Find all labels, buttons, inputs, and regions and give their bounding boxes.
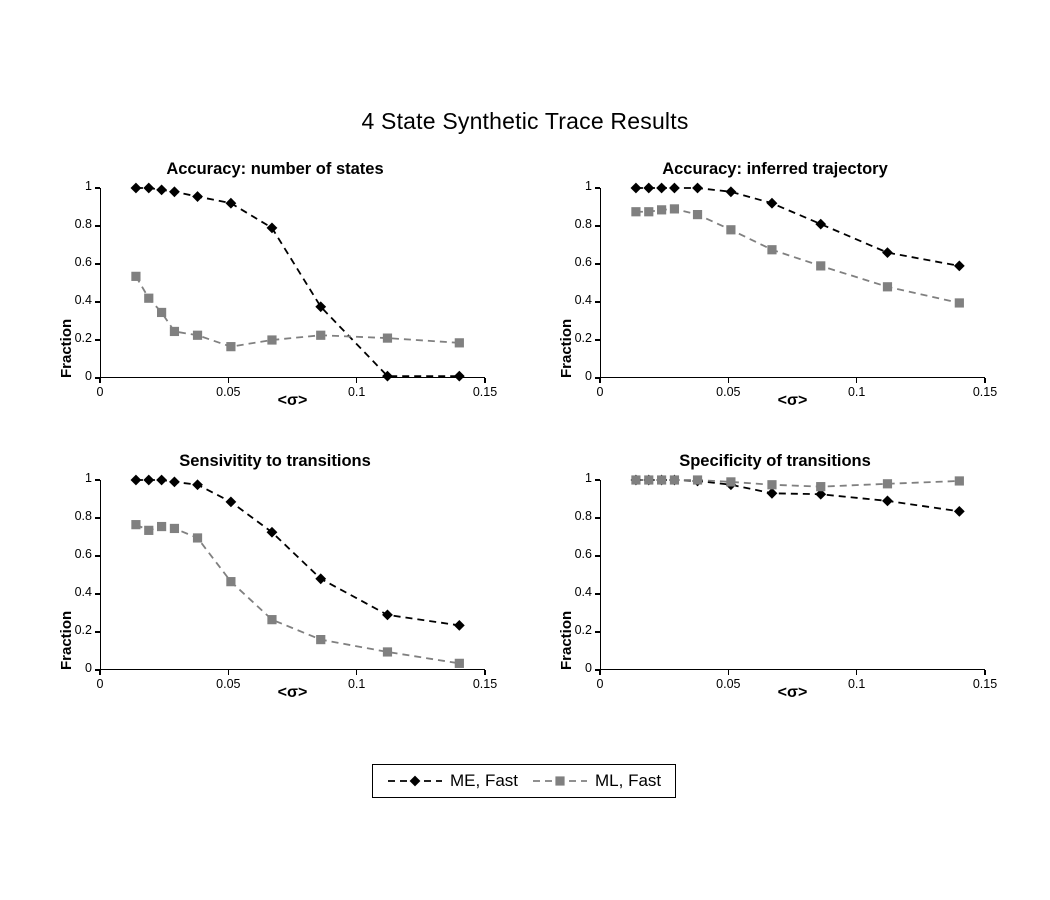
- data-point-marker: [410, 776, 421, 787]
- y-tick-label: 0.2: [74, 623, 92, 637]
- x-tick-label: 0.15: [972, 385, 998, 399]
- y-tick-label: 1: [585, 179, 592, 193]
- legend-label: ML, Fast: [595, 771, 662, 790]
- data-point-marker: [170, 327, 179, 336]
- data-point-marker: [631, 183, 642, 194]
- data-point-marker: [226, 198, 237, 209]
- data-point-marker: [267, 335, 276, 344]
- data-point-marker: [726, 477, 735, 486]
- data-point-marker: [693, 210, 702, 219]
- y-tick-label: 0.2: [574, 331, 592, 345]
- x-tick-label: 0.15: [472, 677, 498, 691]
- x-tick-label: 0.15: [472, 385, 498, 399]
- chart-panel-sensitivity-to-transitions: [40, 452, 510, 702]
- x-tick-label: 0.1: [847, 677, 866, 691]
- panel-title: Accuracy: number of states: [166, 160, 384, 178]
- data-point-marker: [767, 198, 778, 209]
- x-tick-label: 0.1: [347, 385, 366, 399]
- legend-label: ME, Fast: [450, 771, 519, 790]
- data-point-marker: [455, 338, 464, 347]
- chart-panel-specificity-of-transitions: [540, 452, 1010, 702]
- data-point-marker: [192, 479, 203, 490]
- data-point-marker: [767, 488, 778, 499]
- data-point-marker: [267, 223, 278, 234]
- y-tick-label: 0.6: [574, 255, 592, 269]
- x-tick-label: 0.1: [347, 677, 366, 691]
- data-point-marker: [131, 183, 142, 194]
- figure-title: 4 State Synthetic Trace Results: [361, 108, 689, 134]
- chart-panel-accuracy-number-of-states: [40, 160, 510, 410]
- x-axis-label: <σ>: [277, 392, 308, 409]
- data-point-marker: [156, 185, 167, 196]
- series-layer: [540, 452, 1010, 702]
- series-layer: [40, 452, 510, 702]
- data-point-marker: [316, 635, 325, 644]
- x-tick-label: 0.05: [216, 677, 241, 691]
- panel-title: Specificity of transitions: [679, 452, 871, 470]
- data-point-marker: [726, 186, 737, 197]
- series-layer: [40, 160, 510, 410]
- y-tick-label: 1: [85, 471, 92, 485]
- data-point-marker: [954, 506, 965, 517]
- data-point-marker: [226, 342, 235, 351]
- series-line: [136, 480, 459, 625]
- data-point-marker: [670, 475, 679, 484]
- y-tick-label: 0.6: [574, 547, 592, 561]
- series-line: [136, 525, 459, 664]
- data-point-marker: [193, 331, 202, 340]
- y-tick-label: 1: [85, 179, 92, 193]
- panel-title: Accuracy: inferred trajectory: [662, 160, 888, 178]
- data-point-marker: [816, 482, 825, 491]
- data-point-marker: [657, 475, 666, 484]
- data-point-marker: [669, 183, 680, 194]
- series-line: [636, 209, 959, 303]
- data-point-marker: [131, 272, 140, 281]
- data-point-marker: [144, 526, 153, 535]
- y-tick-label: 0: [585, 369, 592, 383]
- data-point-marker: [955, 298, 964, 307]
- x-axis-label: <σ>: [277, 684, 308, 701]
- data-point-marker: [656, 183, 667, 194]
- data-point-marker: [883, 479, 892, 488]
- y-tick-label: 0.2: [574, 623, 592, 637]
- data-point-marker: [767, 480, 776, 489]
- x-tick-label: 0.05: [716, 677, 741, 691]
- data-point-marker: [631, 475, 640, 484]
- series-line: [136, 276, 459, 346]
- x-tick-label: 0: [96, 677, 104, 691]
- series-line: [636, 480, 959, 511]
- series-layer: [540, 160, 1010, 410]
- data-point-marker: [157, 522, 166, 531]
- y-tick-label: 0.6: [74, 255, 92, 269]
- y-axis-label: Fraction: [558, 318, 575, 378]
- y-tick-label: 1: [585, 471, 592, 485]
- legend-entry[interactable]: [532, 771, 661, 791]
- panel-title: Sensivitity to transitions: [179, 452, 371, 470]
- data-point-marker: [693, 475, 702, 484]
- x-axis-label: <σ>: [777, 392, 808, 409]
- y-tick-label: 0: [85, 661, 92, 675]
- data-point-marker: [192, 191, 203, 202]
- data-point-marker: [955, 476, 964, 485]
- data-point-marker: [657, 205, 666, 214]
- y-tick-label: 0.4: [574, 585, 592, 599]
- x-tick-label: 0.15: [972, 677, 998, 691]
- data-point-marker: [143, 475, 154, 486]
- x-tick-label: 0: [596, 385, 604, 399]
- y-axis-label: Fraction: [58, 318, 75, 378]
- data-point-marker: [815, 219, 826, 230]
- y-tick-label: 0: [585, 661, 592, 675]
- y-axis-label: Fraction: [58, 610, 75, 670]
- data-point-marker: [455, 659, 464, 668]
- data-point-marker: [383, 647, 392, 656]
- data-point-marker: [382, 610, 393, 621]
- y-tick-label: 0.8: [74, 217, 92, 231]
- data-point-marker: [226, 496, 237, 507]
- data-point-marker: [131, 475, 142, 486]
- y-tick-label: 0.8: [74, 509, 92, 523]
- data-point-marker: [131, 520, 140, 529]
- y-tick-label: 0.4: [74, 585, 92, 599]
- data-point-marker: [954, 261, 965, 272]
- data-point-marker: [170, 524, 179, 533]
- data-point-marker: [670, 204, 679, 213]
- data-point-marker: [882, 247, 893, 258]
- data-point-marker: [316, 331, 325, 340]
- y-tick-label: 0.6: [74, 547, 92, 561]
- y-tick-label: 0.8: [574, 509, 592, 523]
- data-point-marker: [882, 496, 893, 507]
- data-point-marker: [144, 294, 153, 303]
- data-point-marker: [143, 183, 154, 194]
- data-point-marker: [767, 245, 776, 254]
- x-tick-label: 0.05: [216, 385, 241, 399]
- y-tick-label: 0.4: [574, 293, 592, 307]
- data-point-marker: [193, 533, 202, 542]
- data-point-marker: [157, 308, 166, 317]
- data-point-marker: [692, 183, 703, 194]
- legend-swatch-diamond-icon: [387, 773, 443, 789]
- x-tick-label: 0.1: [847, 385, 866, 399]
- x-tick-label: 0.05: [716, 385, 741, 399]
- legend-swatch-square-icon: [532, 773, 588, 789]
- data-point-marker: [555, 776, 564, 785]
- data-point-marker: [383, 334, 392, 343]
- data-point-marker: [267, 615, 276, 624]
- y-tick-label: 0.2: [74, 331, 92, 345]
- series-line: [636, 188, 959, 266]
- data-point-marker: [169, 186, 180, 197]
- y-axis-label: Fraction: [558, 610, 575, 670]
- x-axis-label: <σ>: [777, 684, 808, 701]
- data-point-marker: [643, 183, 654, 194]
- x-tick-label: 0: [96, 385, 104, 399]
- data-point-marker: [631, 207, 640, 216]
- data-point-marker: [726, 225, 735, 234]
- legend: [372, 764, 676, 798]
- data-point-marker: [169, 477, 180, 488]
- x-tick-label: 0: [596, 677, 604, 691]
- series-line: [136, 188, 459, 376]
- data-point-marker: [226, 577, 235, 586]
- data-point-marker: [156, 475, 167, 486]
- data-point-marker: [816, 261, 825, 270]
- data-point-marker: [454, 371, 465, 382]
- data-point-marker: [644, 207, 653, 216]
- legend-entry[interactable]: [387, 771, 518, 791]
- data-point-marker: [883, 282, 892, 291]
- data-point-marker: [315, 573, 326, 584]
- data-point-marker: [644, 475, 653, 484]
- data-point-marker: [454, 620, 465, 631]
- y-tick-label: 0: [85, 369, 92, 383]
- chart-panel-accuracy-inferred-trajectory: [540, 160, 1010, 410]
- y-tick-label: 0.4: [74, 293, 92, 307]
- y-tick-label: 0.8: [574, 217, 592, 231]
